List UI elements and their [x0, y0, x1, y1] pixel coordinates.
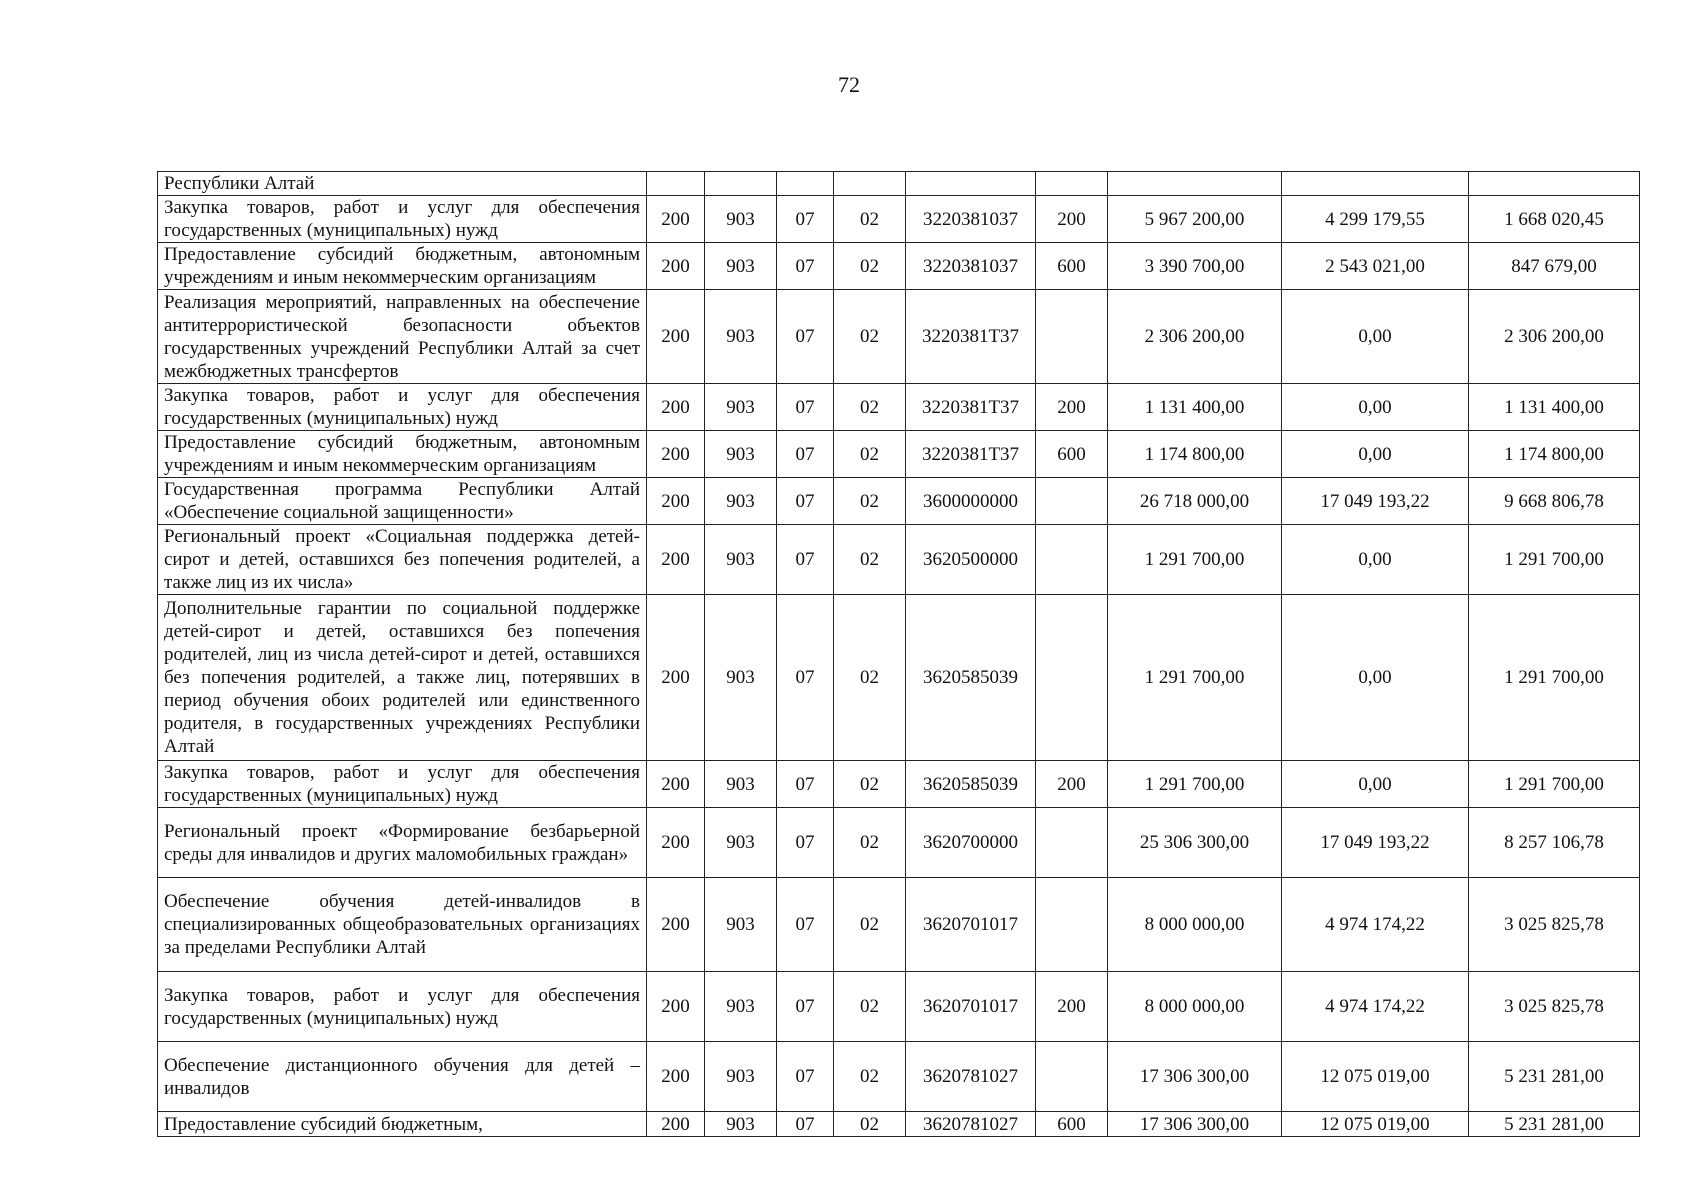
cell-v3: 1 291 700,00	[1469, 525, 1640, 595]
cell-c2: 903	[705, 972, 777, 1042]
cell-c5: 3620500000	[906, 525, 1036, 595]
cell-c4: 02	[834, 761, 906, 808]
cell-c4: 02	[834, 595, 906, 761]
cell-c1: 200	[647, 1112, 705, 1137]
cell-c3: 07	[777, 384, 834, 431]
cell-v1: 17 306 300,00	[1108, 1042, 1282, 1112]
cell-v3: 9 668 806,78	[1469, 478, 1640, 525]
cell-c1: 200	[647, 525, 705, 595]
cell-c2: 903	[705, 290, 777, 384]
cell-c2: 903	[705, 525, 777, 595]
cell-c6	[1036, 808, 1108, 878]
cell-c2: 903	[705, 196, 777, 243]
cell-c4: 02	[834, 384, 906, 431]
cell-c2: 903	[705, 878, 777, 972]
cell-c5: 3220381Т37	[906, 431, 1036, 478]
cell-c5: 3220381Т37	[906, 384, 1036, 431]
cell-c1: 200	[647, 478, 705, 525]
cell-c3: 07	[777, 290, 834, 384]
cell-c1: 200	[647, 972, 705, 1042]
cell-v2: 2 543 021,00	[1282, 243, 1469, 290]
cell-v1: 1 291 700,00	[1108, 595, 1282, 761]
cell-v1: 17 306 300,00	[1108, 1112, 1282, 1137]
cell-c3: 07	[777, 1112, 834, 1137]
row-description: Закупка товаров, работ и услуг для обеспечения государственных (муниципальных) нужд	[158, 384, 647, 431]
row-description: Реализация мероприятий, направленных на обеспечение антитеррористической безопасности объектов государственных учреждений Республики Алтай за счет межбюджетных трансфертов	[158, 290, 647, 384]
cell-c1: 200	[647, 431, 705, 478]
cell-c1: 200	[647, 196, 705, 243]
cell-c2: 903	[705, 431, 777, 478]
cell-c4: 02	[834, 525, 906, 595]
cell-c3: 07	[777, 761, 834, 808]
cell-c5: 3620701017	[906, 972, 1036, 1042]
row-description: Республики Алтай	[158, 172, 647, 196]
cell-c4: 02	[834, 972, 906, 1042]
cell-c5	[906, 172, 1036, 196]
cell-c5: 3620781027	[906, 1042, 1036, 1112]
row-description: Региональный проект «Формирование безбарьерной среды для инвалидов и других маломобильных граждан»	[158, 808, 647, 878]
cell-c2: 903	[705, 761, 777, 808]
cell-c6	[1036, 595, 1108, 761]
cell-c1: 200	[647, 290, 705, 384]
cell-c3: 07	[777, 525, 834, 595]
table-row	[158, 478, 1640, 525]
cell-v2: 0,00	[1282, 761, 1469, 808]
cell-c1: 200	[647, 761, 705, 808]
cell-v3: 1 131 400,00	[1469, 384, 1640, 431]
cell-v3: 3 025 825,78	[1469, 878, 1640, 972]
cell-c6: 200	[1036, 761, 1108, 808]
cell-v3: 847 679,00	[1469, 243, 1640, 290]
cell-c6	[1036, 1042, 1108, 1112]
cell-c6	[1036, 478, 1108, 525]
cell-c1: 200	[647, 243, 705, 290]
cell-v2: 4 974 174,22	[1282, 878, 1469, 972]
cell-c3: 07	[777, 431, 834, 478]
cell-c1: 200	[647, 595, 705, 761]
budget-table	[157, 171, 1640, 1137]
cell-c6: 600	[1036, 243, 1108, 290]
row-description: Дополнительные гарантии по социальной поддержке детей-сирот и детей, оставшихся без попечения родителей, лиц из числа детей-сирот и детей, оставшихся без попечения родителей, а также лиц, потерявших в период обучения обоих родителей или единственного родителя, в государственных учреждениях Республики Алтай	[158, 595, 647, 761]
cell-c4: 02	[834, 290, 906, 384]
cell-c1	[647, 172, 705, 196]
cell-c4: 02	[834, 1042, 906, 1112]
cell-c3	[777, 172, 834, 196]
cell-v3: 2 306 200,00	[1469, 290, 1640, 384]
cell-c6: 200	[1036, 196, 1108, 243]
cell-v2: 4 974 174,22	[1282, 972, 1469, 1042]
cell-c4: 02	[834, 243, 906, 290]
cell-v3: 1 291 700,00	[1469, 761, 1640, 808]
cell-c4: 02	[834, 808, 906, 878]
cell-c2	[705, 172, 777, 196]
cell-v1	[1108, 172, 1282, 196]
cell-v3: 5 231 281,00	[1469, 1112, 1640, 1137]
cell-c2: 903	[705, 1042, 777, 1112]
row-description: Предоставление субсидий бюджетным, автономным учреждениям и иным некоммерческим организациям	[158, 431, 647, 478]
cell-c4: 02	[834, 431, 906, 478]
table-row	[158, 196, 1640, 243]
cell-c3: 07	[777, 196, 834, 243]
cell-v1: 3 390 700,00	[1108, 243, 1282, 290]
cell-v1: 26 718 000,00	[1108, 478, 1282, 525]
cell-c6	[1036, 172, 1108, 196]
cell-v2: 0,00	[1282, 384, 1469, 431]
cell-c4: 02	[834, 1112, 906, 1137]
cell-v3: 1 174 800,00	[1469, 431, 1640, 478]
cell-c6: 200	[1036, 384, 1108, 431]
cell-v3: 1 291 700,00	[1469, 595, 1640, 761]
cell-c5: 3220381037	[906, 196, 1036, 243]
table-row	[158, 808, 1640, 878]
cell-c1: 200	[647, 808, 705, 878]
cell-v2: 0,00	[1282, 525, 1469, 595]
cell-v3: 8 257 106,78	[1469, 808, 1640, 878]
cell-c2: 903	[705, 243, 777, 290]
cell-c3: 07	[777, 478, 834, 525]
cell-c3: 07	[777, 808, 834, 878]
table-row	[158, 384, 1640, 431]
cell-c3: 07	[777, 972, 834, 1042]
cell-c2: 903	[705, 808, 777, 878]
cell-c5: 3620781027	[906, 1112, 1036, 1137]
table-row	[158, 595, 1640, 761]
cell-c6	[1036, 290, 1108, 384]
cell-c5: 3620585039	[906, 761, 1036, 808]
cell-v2: 0,00	[1282, 595, 1469, 761]
cell-c6: 200	[1036, 972, 1108, 1042]
cell-c5: 3620585039	[906, 595, 1036, 761]
cell-v1: 1 291 700,00	[1108, 525, 1282, 595]
cell-c3: 07	[777, 243, 834, 290]
cell-v2	[1282, 172, 1469, 196]
cell-c5: 3220381Т37	[906, 290, 1036, 384]
table-row	[158, 1112, 1640, 1137]
table-row	[158, 172, 1640, 196]
row-description: Региональный проект «Социальная поддержка детей-сирот и детей, оставшихся без попечения родителей, а также лиц из их числа»	[158, 525, 647, 595]
cell-v1: 5 967 200,00	[1108, 196, 1282, 243]
row-description: Закупка товаров, работ и услуг для обеспечения государственных (муниципальных) нужд	[158, 972, 647, 1042]
cell-v1: 1 131 400,00	[1108, 384, 1282, 431]
cell-c3: 07	[777, 878, 834, 972]
row-description: Предоставление субсидий бюджетным, автономным учреждениям и иным некоммерческим организациям	[158, 243, 647, 290]
cell-v2: 0,00	[1282, 431, 1469, 478]
cell-c6	[1036, 878, 1108, 972]
cell-v3: 5 231 281,00	[1469, 1042, 1640, 1112]
cell-c4: 02	[834, 478, 906, 525]
cell-c1: 200	[647, 384, 705, 431]
cell-v3: 3 025 825,78	[1469, 972, 1640, 1042]
table-row	[158, 761, 1640, 808]
row-description: Закупка товаров, работ и услуг для обеспечения государственных (муниципальных) нужд	[158, 196, 647, 243]
row-description: Обеспечение дистанционного обучения для детей – инвалидов	[158, 1042, 647, 1112]
cell-v2: 0,00	[1282, 290, 1469, 384]
cell-c2: 903	[705, 595, 777, 761]
cell-c5: 3600000000	[906, 478, 1036, 525]
table-row	[158, 1042, 1640, 1112]
cell-c3: 07	[777, 1042, 834, 1112]
cell-c2: 903	[705, 478, 777, 525]
table-row	[158, 243, 1640, 290]
table-row	[158, 431, 1640, 478]
cell-v3: 1 668 020,45	[1469, 196, 1640, 243]
cell-v2: 17 049 193,22	[1282, 808, 1469, 878]
page-number: 72	[838, 72, 860, 97]
cell-c4	[834, 172, 906, 196]
row-description: Обеспечение обучения детей-инвалидов в специализированных общеобразовательных организациях за пределами Республики Алтай	[158, 878, 647, 972]
cell-v2: 12 075 019,00	[1282, 1042, 1469, 1112]
cell-c1: 200	[647, 1042, 705, 1112]
cell-c5: 3220381037	[906, 243, 1036, 290]
row-description: Государственная программа Республики Алтай «Обеспечение социальной защищенности»	[158, 478, 647, 525]
cell-c2: 903	[705, 384, 777, 431]
cell-v1: 2 306 200,00	[1108, 290, 1282, 384]
row-description: Предоставление субсидий бюджетным,	[158, 1112, 647, 1137]
cell-v3	[1469, 172, 1640, 196]
cell-c2: 903	[705, 1112, 777, 1137]
cell-c5: 3620701017	[906, 878, 1036, 972]
cell-v2: 17 049 193,22	[1282, 478, 1469, 525]
cell-v1: 8 000 000,00	[1108, 972, 1282, 1042]
table-row	[158, 290, 1640, 384]
cell-v1: 1 174 800,00	[1108, 431, 1282, 478]
cell-c4: 02	[834, 878, 906, 972]
cell-v1: 25 306 300,00	[1108, 808, 1282, 878]
cell-c4: 02	[834, 196, 906, 243]
table-row	[158, 878, 1640, 972]
cell-c3: 07	[777, 595, 834, 761]
row-description: Закупка товаров, работ и услуг для обеспечения государственных (муниципальных) нужд	[158, 761, 647, 808]
cell-v2: 12 075 019,00	[1282, 1112, 1469, 1137]
cell-v1: 1 291 700,00	[1108, 761, 1282, 808]
cell-c1: 200	[647, 878, 705, 972]
cell-v1: 8 000 000,00	[1108, 878, 1282, 972]
cell-v2: 4 299 179,55	[1282, 196, 1469, 243]
cell-c6: 600	[1036, 1112, 1108, 1137]
cell-c6: 600	[1036, 431, 1108, 478]
cell-c5: 3620700000	[906, 808, 1036, 878]
cell-c6	[1036, 525, 1108, 595]
table-row	[158, 525, 1640, 595]
table-row	[158, 972, 1640, 1042]
